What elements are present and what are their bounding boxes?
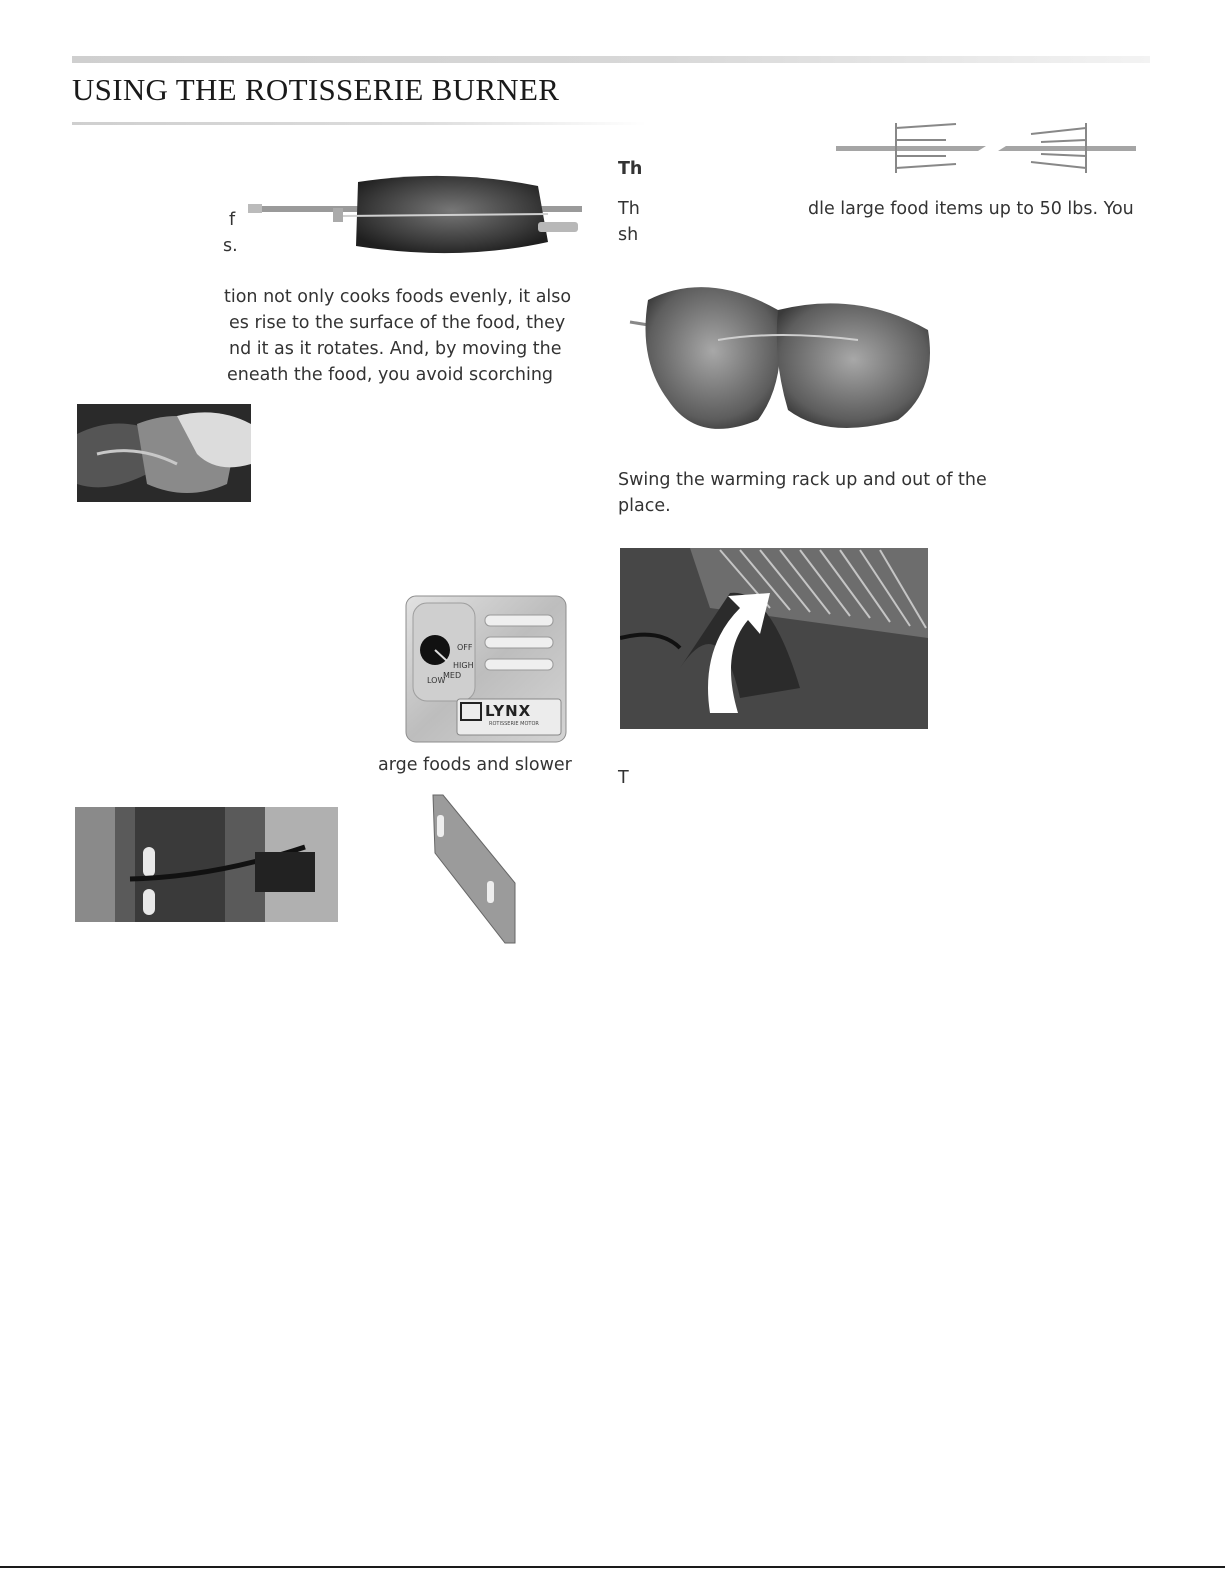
paragraph-line: eneath the food, you avoid scorching bbox=[227, 365, 554, 385]
text-fragment: f bbox=[229, 210, 236, 230]
paragraph-line: place. bbox=[618, 496, 671, 516]
paragraph-line: tion not only cooks foods evenly, it also bbox=[224, 287, 572, 307]
motor-plate-title: ROTISSERIE MOTOR bbox=[489, 721, 539, 727]
title-underline bbox=[72, 122, 647, 125]
paragraph-line: sh bbox=[618, 225, 639, 245]
paragraph-line: es rise to the surface of the food, they bbox=[229, 313, 566, 333]
paragraph-line: Th bbox=[618, 199, 640, 219]
motor-label-off: OFF bbox=[457, 643, 473, 652]
page-bottom-rule bbox=[0, 1566, 1225, 1568]
rotisserie-motor-photo bbox=[405, 595, 567, 743]
motor-bracket-photo bbox=[75, 807, 338, 922]
bracket-part-photo bbox=[425, 793, 525, 953]
motor-label-med: MED bbox=[443, 671, 462, 680]
warming-rack-photo bbox=[620, 548, 928, 729]
poultry-on-spit-photo bbox=[628, 270, 940, 450]
header-rule bbox=[72, 56, 1150, 63]
paragraph-line: Swing the warming rack up and out of the bbox=[618, 470, 987, 490]
page-title: USING THE ROTISSERIE BURNER bbox=[72, 72, 560, 107]
brand-logo: LYNX bbox=[485, 702, 532, 720]
motor-label-high: HIGH bbox=[453, 661, 474, 670]
paragraph-line: dle large food items up to 50 lbs. You bbox=[808, 199, 1134, 219]
sliced-roast-photo bbox=[77, 404, 251, 502]
motor-caption: arge foods and slower bbox=[378, 755, 572, 775]
spit-forks-photo bbox=[836, 118, 1136, 176]
paragraph-line: nd it as it rotates. And, by moving the bbox=[229, 339, 562, 359]
text-fragment: T bbox=[618, 768, 629, 788]
motor-label-low: LOW bbox=[427, 676, 446, 685]
section-heading: Th bbox=[618, 159, 643, 179]
roast-on-spit-photo bbox=[248, 168, 588, 263]
text-fragment: s. bbox=[223, 236, 238, 256]
